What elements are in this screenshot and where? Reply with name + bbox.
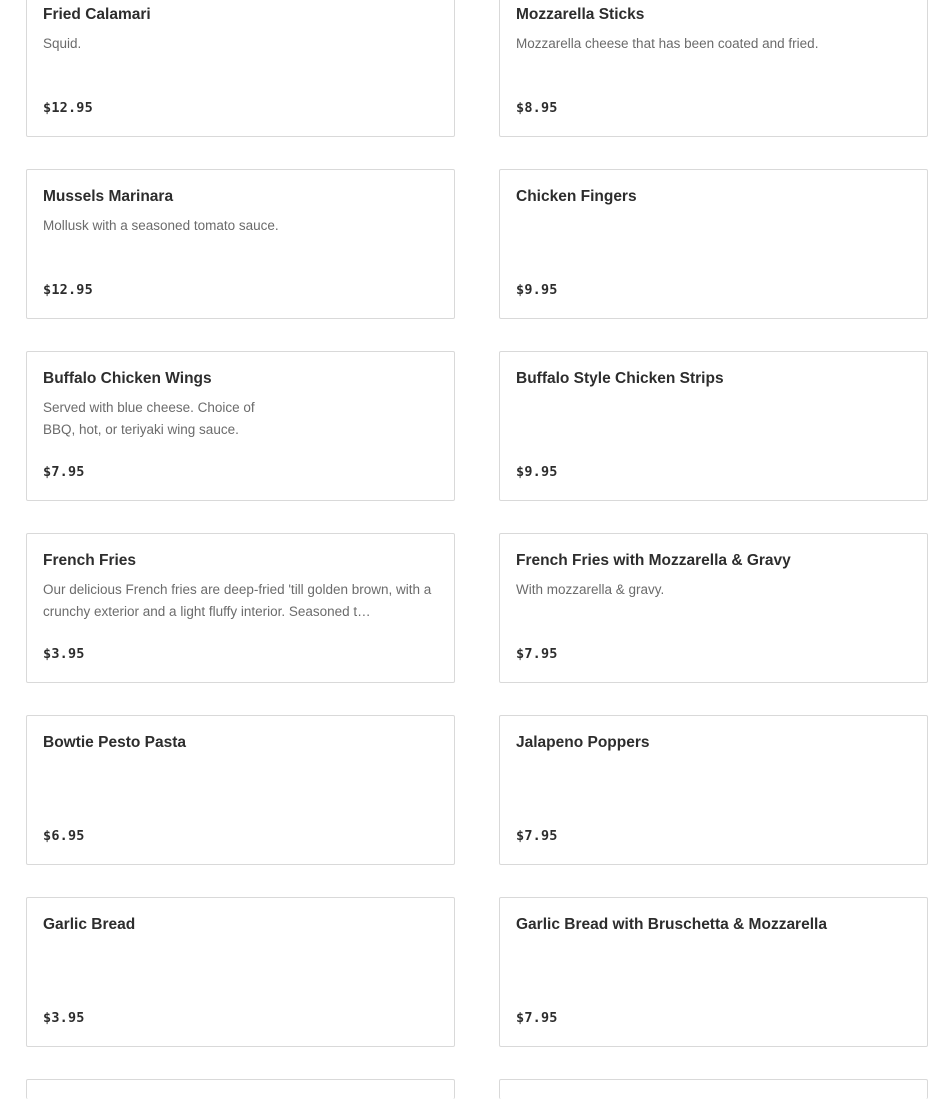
item-price: $12.95 bbox=[43, 282, 93, 298]
item-name: French Fries bbox=[43, 552, 137, 569]
item-description: With mozzarella & gravy. bbox=[516, 582, 665, 597]
item-price: $3.95 bbox=[43, 1010, 85, 1026]
menu-item-card[interactable] bbox=[26, 533, 455, 683]
menu-item-card[interactable] bbox=[499, 351, 928, 501]
item-price: $7.95 bbox=[516, 1010, 558, 1026]
item-description: Our delicious French fries are deep-fried 'till golden brown, with a crunchy exterior and a light fluffy interior. Seasoned t… bbox=[43, 582, 432, 619]
menu-item-card[interactable] bbox=[26, 715, 455, 865]
menu-item-card[interactable] bbox=[26, 351, 455, 501]
menu-item-card[interactable] bbox=[26, 169, 455, 319]
item-name: Mozzarella Sticks bbox=[516, 6, 645, 23]
menu-item-card[interactable] bbox=[499, 533, 928, 683]
item-name: Buffalo Chicken Wings bbox=[43, 370, 212, 387]
item-name: Garlic Bread bbox=[43, 916, 136, 933]
menu-item-card[interactable] bbox=[26, 897, 455, 1047]
item-price: $7.95 bbox=[43, 464, 85, 480]
item-price: $9.95 bbox=[516, 464, 558, 480]
menu-item-card[interactable] bbox=[499, 715, 928, 865]
item-price: $7.95 bbox=[516, 828, 558, 844]
item-name: Fried Calamari bbox=[43, 6, 151, 23]
item-description: Mollusk with a seasoned tomato sauce. bbox=[43, 218, 279, 233]
item-price: $8.95 bbox=[516, 100, 558, 116]
item-price: $3.95 bbox=[43, 646, 85, 662]
item-price: $12.95 bbox=[43, 100, 93, 116]
item-name: Mussels Marinara bbox=[43, 188, 174, 205]
item-name: Chicken Fingers bbox=[516, 188, 637, 205]
item-price: $7.95 bbox=[516, 646, 558, 662]
item-price: $9.95 bbox=[516, 282, 558, 298]
item-name: Garlic Bread with Bruschetta & Mozzarella bbox=[516, 916, 827, 933]
item-name: Buffalo Style Chicken Strips bbox=[516, 370, 724, 387]
item-description: Squid. bbox=[43, 36, 82, 51]
menu-item-card[interactable] bbox=[26, 1079, 455, 1099]
item-name: Bowtie Pesto Pasta bbox=[43, 734, 186, 751]
menu-item-card[interactable] bbox=[499, 897, 928, 1047]
item-description: Mozzarella cheese that has been coated and fried. bbox=[516, 36, 819, 51]
item-name: Jalapeno Poppers bbox=[516, 734, 650, 751]
menu-item-card[interactable] bbox=[499, 169, 928, 319]
menu-item-card[interactable] bbox=[26, 0, 455, 137]
menu-item-card[interactable] bbox=[499, 0, 928, 137]
item-price: $6.95 bbox=[43, 828, 85, 844]
item-description: Served with blue cheese. Choice of BBQ, hot, or teriyaki wing sauce. bbox=[43, 400, 255, 437]
item-name: French Fries with Mozzarella & Gravy bbox=[516, 552, 791, 569]
menu-item-card[interactable] bbox=[499, 1079, 928, 1099]
